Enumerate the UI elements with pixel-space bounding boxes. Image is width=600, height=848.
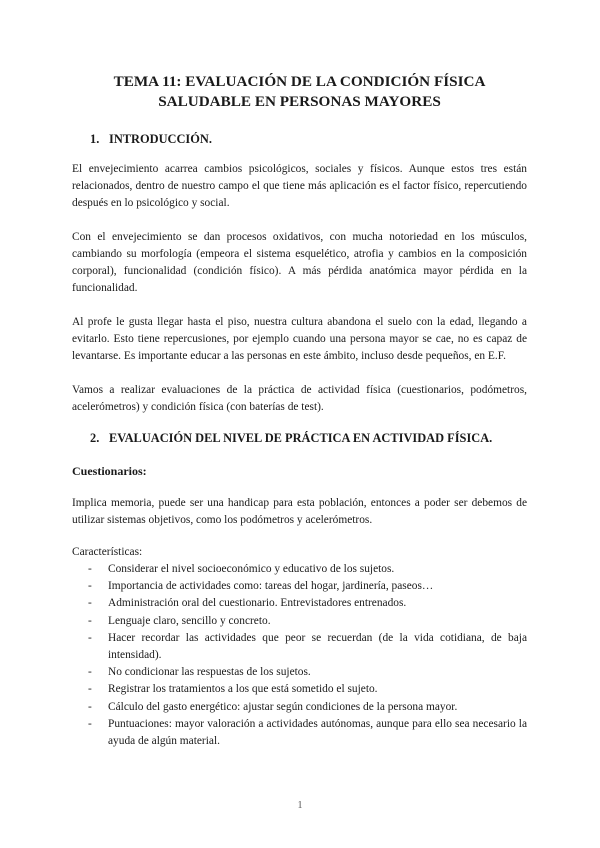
intro-paragraph-2: Con el envejecimiento se dan procesos oxidativos, con mucha notoriedad en los músculos, cambiando su morfología (empeora el sistema esquelético, atrofia y cambios en la composición corporal), funcionalidad (condición físico). A más pérdida anatómica mayor pérdida en la funcionalidad. <box>72 231 527 294</box>
list-item: - Considerar el nivel socioeconómico y educativo de los sujetos. <box>72 561 527 578</box>
bullet-dash: - <box>88 563 92 575</box>
section-2-title: EVALUACIÓN DEL NIVEL DE PRÁCTICA EN ACTIVIDAD FÍSICA. <box>109 431 493 445</box>
intro-paragraph-1: El envejecimiento acarrea cambios psicológicos, sociales y físicos. Aunque estos tres están relacionados, dentro de nuestro campo el que tiene más aplicación es el factor físico, repercutiendo después en lo psicológico y social. <box>72 163 527 209</box>
list-item: - Cálculo del gasto energético: ajustar según condiciones de la persona mayor. <box>72 699 527 716</box>
characteristics-label: Características: <box>72 546 143 558</box>
section-2-heading <box>72 431 527 446</box>
bullet-dash: - <box>88 683 92 696</box>
bullet-dash: - <box>88 580 92 593</box>
bullet-dash: - <box>88 631 92 644</box>
bullet-dash: - <box>88 597 92 610</box>
list-item: - Puntuaciones: mayor valoración a actividades autónomas, aunque para ello sea necesario la ayuda de algún material. <box>72 716 527 750</box>
questionnaires-subheading: Cuestionarios: <box>72 464 147 478</box>
page-number: 1 <box>297 800 303 811</box>
document-page <box>72 72 527 750</box>
questionnaires-paragraph: Implica memoria, puede ser una handicap para esta población, entonces a poder ser debemos de utilizar sistemas objetivos, como los podómetros y acelerómetros. <box>72 497 527 526</box>
bullet-dash: - <box>88 700 92 713</box>
document-title-line-1: TEMA 11: EVALUACIÓN DE LA CONDICIÓN FÍSICA <box>113 73 486 90</box>
list-item: - Registrar los tratamientos a los que está sometido el sujeto. <box>72 681 527 698</box>
document-title-line-2: SALUDABLE EN PERSONAS MAYORES <box>158 93 441 110</box>
bullet-dash: - <box>88 717 92 730</box>
section-1-number: 1. <box>90 132 100 146</box>
bullet-dash: - <box>88 614 92 627</box>
section-1-heading <box>72 132 527 147</box>
list-item: - Importancia de actividades como: tareas del hogar, jardinería, paseos… <box>72 578 527 595</box>
list-item: - Hacer recordar las actividades que peor se recuerdan (de la vida cotidiana, de baja intensidad). <box>72 630 527 664</box>
section-2-number: 2. <box>90 431 100 445</box>
bullet-dash: - <box>88 666 92 679</box>
list-item: - Lenguaje claro, sencillo y concreto. <box>72 613 527 630</box>
characteristics-list <box>72 561 527 750</box>
list-item: - No condicionar las respuestas de los sujetos. <box>72 664 527 681</box>
intro-paragraph-4: Vamos a realizar evaluaciones de la práctica de actividad física (cuestionarios, podómetros, acelerómetros) y condición física (con baterías de test). <box>72 384 527 413</box>
list-item: - Administración oral del cuestionario. Entrevistadores entrenados. <box>72 595 527 612</box>
intro-paragraph-3: Al profe le gusta llegar hasta el piso, nuestra cultura abandona el suelo con la edad, llegando a evitarlo. Esto tiene repercusiones, por ejemplo cuando una persona mayor se cae, no es capaz de levantarse. Es importante educar a las personas en este ámbito, incluso desde pequeños, en E.F. <box>72 316 527 362</box>
section-1-title: INTRODUCCIÓN. <box>109 132 212 146</box>
